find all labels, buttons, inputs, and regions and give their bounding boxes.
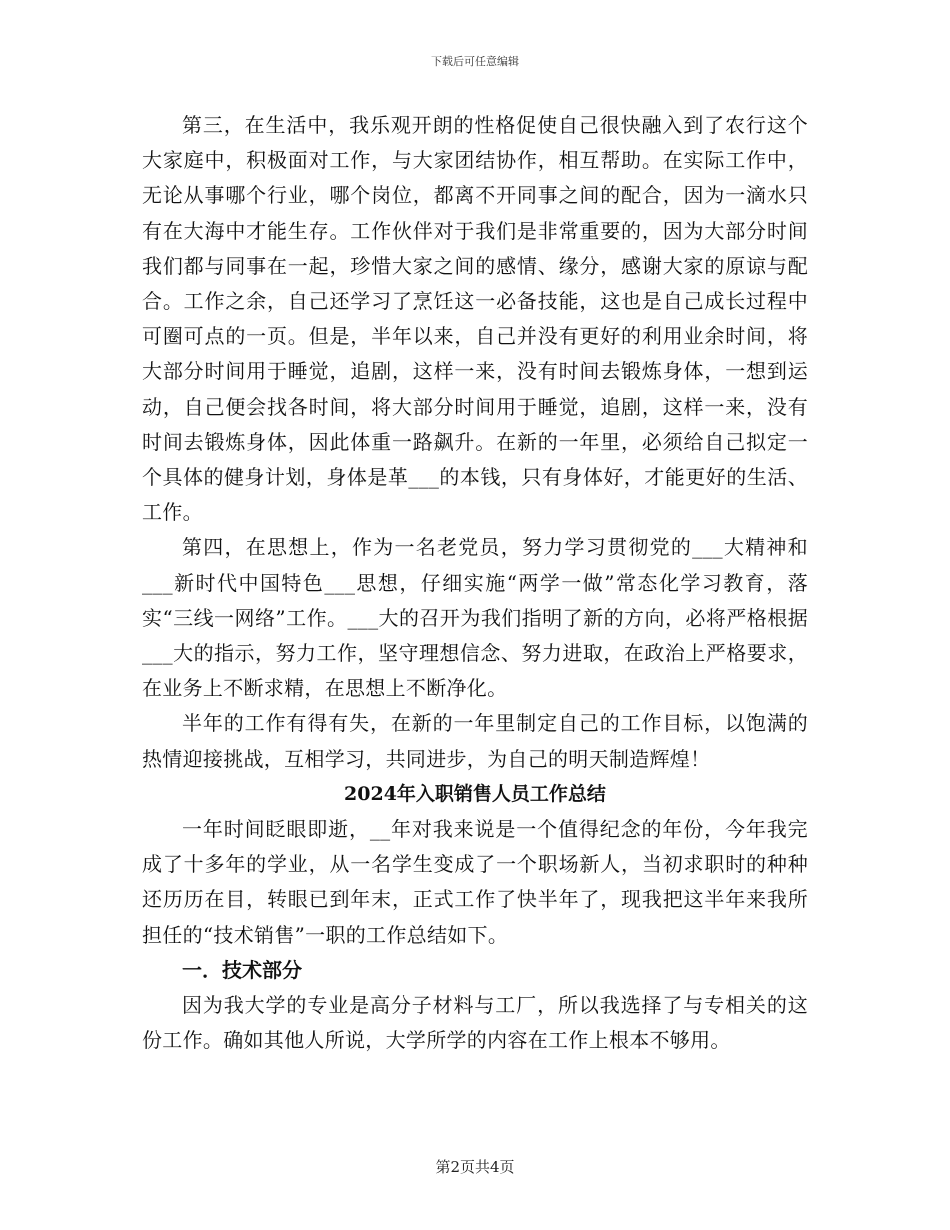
paragraph-intro: 一年时间眨眼即逝，__年对我来说是一个值得纪念的年份，今年我完成了十多年的学业，从一名学生变成了一个职场新人，当初求职时的种种还历历在目，转眼已到年末，正式工作了快半年了，现我把这半年来我所担任的“技术销售”一职的工作总结如下。 [142, 817, 808, 947]
paragraph-conclusion: 半年的工作有得有失，在新的一年里制定自己的工作目标，以饱满的热情迎接挑战，互相学习，共同进步，为自己的明天制造辉煌！ [142, 711, 808, 771]
header-note: 下载后可任意编辑 [431, 55, 519, 68]
page-footer: 第2页共4页 [435, 1158, 515, 1176]
document-body [142, 108, 808, 1058]
paragraph-life: 第三，在生活中，我乐观开朗的性格促使自己很快融入到了农行这个大家庭中，积极面对工作，与大家团结协作，相互帮助。在实际工作中，无论从事哪个行业，哪个岗位，都离不开同事之间的配合，因为一滴水只有在大海中才能生存。工作伙伴对于我们是非常重要的，因为大部分时间我们都与同事在一起，珍惜大家之间的感情、缘分，感谢大家的原谅与配合。工作之余，自己还学习了烹饪这一必备技能，这也是自己成长过程中可圈可点的一页。但是，半年以来，自己并没有更好的利用业余时间，将大部分时间用于睡觉，追剧，这样一来，没有时间去锻炼身体，一想到运动，自己便会找各时间，将大部分时间用于睡觉，追剧，这样一来，没有时间去锻炼身体，因此体重一路飙升。在新的一年里，必须给自己拟定一个具体的健身计划，身体是革___的本钱，只有身体好，才能更好的生活、工作。 [142, 113, 808, 525]
paragraph-technical: 因为我大学的专业是高分子材料与工厂，所以我选择了与专相关的这份工作。确如其他人所说，大学所学的内容在工作上根本不够用。 [142, 993, 808, 1053]
document-title: 2024年入职销售人员工作总结 [344, 782, 606, 805]
section-heading-technical: 一．技术部分 [182, 957, 302, 982]
paragraph-thought: 第四，在思想上，作为一名老党员，努力学习贯彻党的___大精神和___新时代中国特色___思想，仔细实施“两学一做”常态化学习教育，落实“三线一网络”工作。___大的召开为我们指明了新的方向，必将严格根据___大的指示，努力工作，坚守理想信念、努力进取，在政治上严格要求，在业务上不断求精，在思想上不断净化。 [142, 535, 808, 701]
